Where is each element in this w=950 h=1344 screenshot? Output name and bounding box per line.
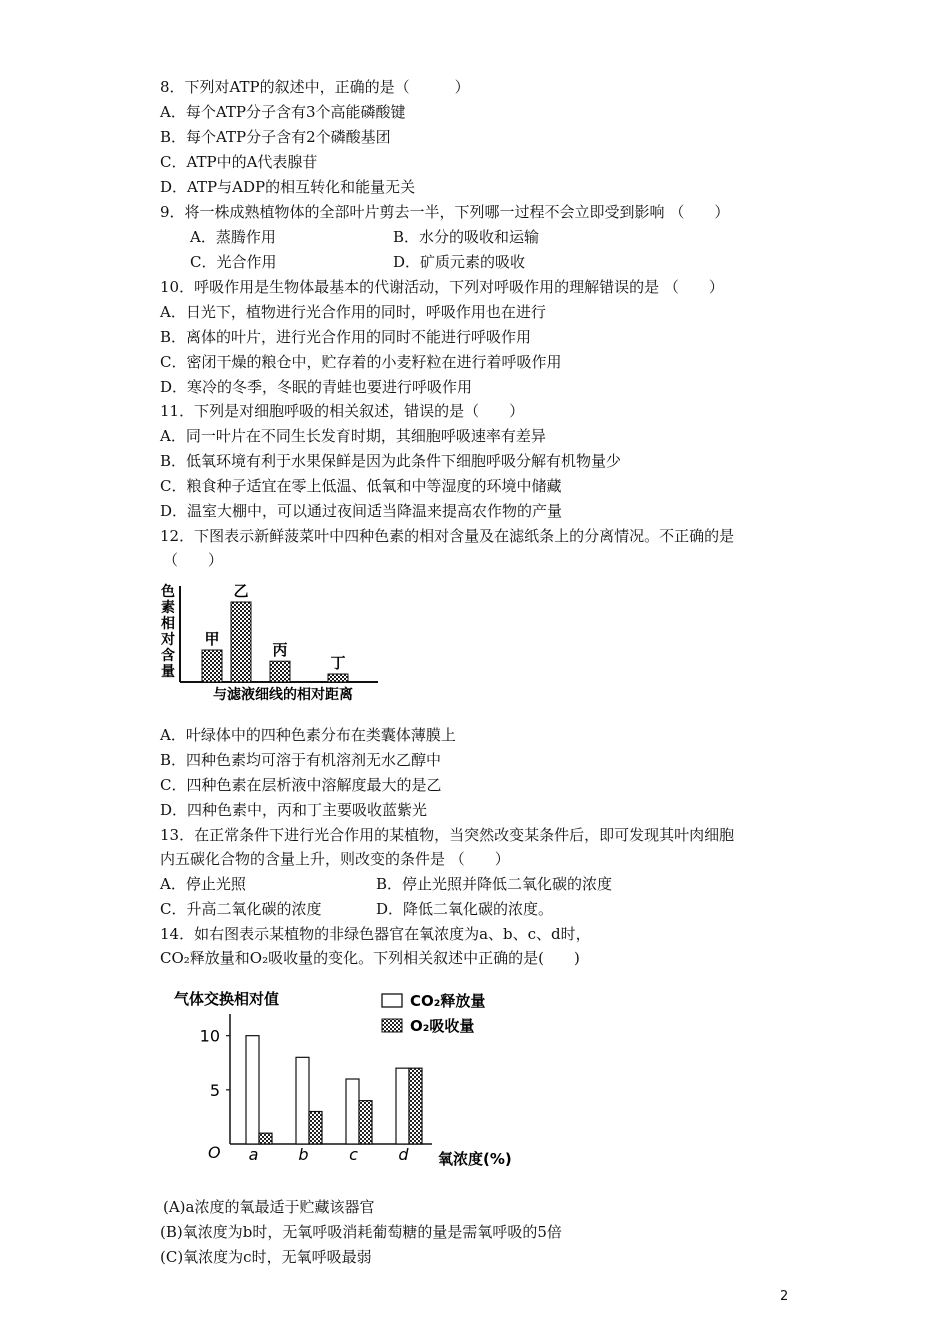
co2-bar <box>246 1036 259 1144</box>
gas-y-axis-label: 气体交换相对值 <box>174 990 280 1008</box>
legend-label-o2: O₂吸收量 <box>410 1017 475 1035</box>
pigment-x-axis-label: 与滤液细线的相对距离 <box>213 687 353 703</box>
q8-option-a: A．每个ATP分子含有3个高能磷酸键 <box>160 103 406 121</box>
pigment-y-axis-label <box>160 583 175 680</box>
pigment-y-label-char: 量 <box>161 664 175 680</box>
pigment-bar <box>202 650 222 682</box>
q14-stem-line2: CO₂释放量和O₂吸收量的变化。下列相关叙述中正确的是( ) <box>160 949 580 967</box>
q8-option-c: C．ATP中的A代表腺苷 <box>160 153 318 171</box>
q12-option-d: D．四种色素中，丙和丁主要吸收蓝紫光 <box>160 801 428 819</box>
pigment-bar <box>231 602 251 682</box>
q9-option-b: B．水分的吸收和运输 <box>393 228 540 246</box>
page-number: 2 <box>780 1289 789 1304</box>
q10-stem: 10．呼吸作用是生物体最基本的代谢活动，下列对呼吸作用的理解错误的是 （ ） <box>160 278 724 296</box>
q10-option-c: C．密闭干燥的粮仓中，贮存着的小麦籽粒在进行着呼吸作用 <box>160 353 562 371</box>
o2-bar <box>309 1112 322 1145</box>
q9-option-c: C．光合作用 <box>190 253 277 271</box>
q13-option-d: D．降低二氧化碳的浓度。 <box>376 900 554 918</box>
gas-x-axis-label: 氧浓度(%) <box>438 1150 512 1168</box>
pigment-bar <box>328 674 348 682</box>
q14-option-a: (A)a浓度的氧最适于贮藏该器官 <box>163 1198 375 1216</box>
q11-option-b: B．低氧环境有利于水果保鲜是因为此条件下细胞呼吸分解有机物量少 <box>160 452 622 470</box>
pigment-y-label-char: 色 <box>161 584 175 600</box>
gas-x-tick-label: b <box>298 1145 309 1164</box>
q12-option-c: C．四种色素在层析液中溶解度最大的是乙 <box>160 776 442 794</box>
pigment-y-label-char: 相 <box>161 616 175 632</box>
q8-stem: 8．下列对ATP的叙述中，正确的是（ ） <box>160 78 470 96</box>
pigment-bar-label: 乙 <box>233 582 249 600</box>
pigment-y-label-char: 素 <box>161 600 175 616</box>
q11-option-c: C．粮食种子适宜在零上低温、低氧和中等湿度的环境中储藏 <box>160 477 562 495</box>
co2-bar <box>346 1079 359 1144</box>
q10-option-a: A．日光下，植物进行光合作用的同时，呼吸作用也在进行 <box>160 303 546 321</box>
q11-stem: 11．下列是对细胞呼吸的相关叙述，错误的是（ ） <box>160 402 525 420</box>
q12-option-b: B．四种色素均可溶于有机溶剂无水乙醇中 <box>160 751 442 769</box>
pigment-y-label-char: 含 <box>161 648 175 664</box>
q14-option-b: (B)氧浓度为b时，无氧呼吸消耗葡萄糖的量是需氧呼吸的5倍 <box>160 1223 562 1241</box>
pigment-bar <box>270 661 290 682</box>
o2-bar <box>359 1101 372 1144</box>
o2-bar <box>409 1068 422 1144</box>
gas-exchange-chart <box>170 984 540 1174</box>
pigment-y-label-char: 对 <box>161 632 175 648</box>
q13-option-c: C．升高二氧化碳的浓度 <box>160 900 322 918</box>
legend-swatch-co2 <box>382 994 402 1007</box>
q10-option-b: B．离体的叶片，进行光合作用的同时不能进行呼吸作用 <box>160 328 532 346</box>
q11-option-d: D．温室大棚中，可以通过夜间适当降温来提高农作物的产量 <box>160 502 563 520</box>
pigment-chart <box>150 572 400 708</box>
gas-x-tick-label: c <box>349 1145 358 1164</box>
o2-bar <box>259 1133 272 1144</box>
gas-x-tick-label: a <box>248 1145 259 1164</box>
pigment-bar-label: 丙 <box>272 641 288 660</box>
pigment-bar-label: 甲 <box>204 630 220 648</box>
q9-option-d: D．矿质元素的吸收 <box>393 253 526 271</box>
q13-option-b: B．停止光照并降低二氧化碳的浓度 <box>376 875 613 893</box>
q13-option-a: A．停止光照 <box>160 875 246 893</box>
gas-origin-label: O <box>208 1143 221 1162</box>
legend-label-co2: CO₂释放量 <box>410 992 486 1010</box>
q12-answer-paren: （ ） <box>163 551 224 569</box>
q13-stem-line1: 13．在正常条件下进行光合作用的某植物，当突然改变某条件后，即可发现其叶肉细胞 <box>160 826 735 844</box>
q12-stem: 12．下图表示新鲜菠菜叶中四种色素的相对含量及在滤纸条上的分离情况。不正确的是 <box>160 527 735 545</box>
q11-option-a: A．同一叶片在不同生长发育时期，其细胞呼吸速率有差异 <box>160 427 546 445</box>
q9-option-a: A．蒸腾作用 <box>190 228 276 246</box>
q9-stem: 9．将一株成熟植物体的全部叶片剪去一半，下列哪一过程不会立即受到影响 （ ） <box>160 203 730 221</box>
q8-option-b: B．每个ATP分子含有2个磷酸基团 <box>160 128 391 146</box>
q12-option-a: A．叶绿体中的四种色素分布在类囊体薄膜上 <box>160 726 456 744</box>
q14-stem-line1: 14．如右图表示某植物的非绿色器官在氧浓度为a、b、c、d时， <box>160 925 591 943</box>
gas-x-tick-label: d <box>398 1145 409 1164</box>
q10-option-d: D．寒冷的冬季，冬眠的青蛙也要进行呼吸作用 <box>160 378 473 396</box>
co2-bar <box>396 1068 409 1144</box>
q8-option-d: D．ATP与ADP的相互转化和能量无关 <box>160 178 416 196</box>
legend-swatch-o2 <box>382 1019 402 1032</box>
gas-y-tick-label: 5 <box>209 1080 220 1100</box>
q14-option-c: (C)氧浓度为c时，无氧呼吸最弱 <box>160 1248 372 1266</box>
pigment-bar-label: 丁 <box>330 654 346 672</box>
q13-stem-line2: 内五碳化合物的含量上升，则改变的条件是 （ ） <box>160 850 510 868</box>
co2-bar <box>296 1057 309 1144</box>
gas-y-tick-label: 10 <box>199 1026 220 1046</box>
